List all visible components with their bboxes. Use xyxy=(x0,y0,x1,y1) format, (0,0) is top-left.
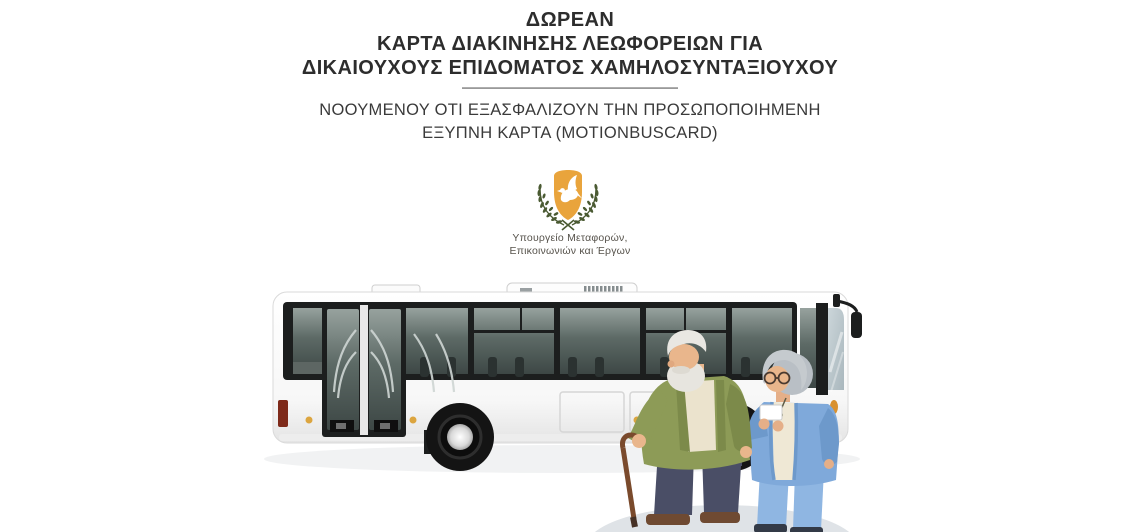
bus-tail-light xyxy=(278,400,288,427)
subtitle-line-2: ΕΞΥΠΝΗ ΚΑΡΤΑ (MOTIONBUSCARD) xyxy=(422,124,718,142)
ministry-name-line-2: Επικοινωνιών και Έργων xyxy=(509,245,631,257)
ministry-name-line-1: Υπουργείο Μεταφορών, xyxy=(512,232,628,244)
bus-card xyxy=(760,405,782,420)
title-line-3: ΔΙΚΑΙΟΥΧΟΥΣ ΕΠΙΔΟΜΑΤΟΣ ΧΑΜΗΛΟΣΥΝΤΑΞΙΟΥΧΟΥ xyxy=(301,57,839,79)
title-line-1: ΔΩΡΕΑΝ xyxy=(525,9,615,31)
woman-face xyxy=(765,366,789,392)
subtitle-line-1: ΝΟΟΥΜΕΝΟΥ ΟΤΙ ΕΞΑΣΦΑΛΙΖΟΥΝ ΤΗΝ ΠΡΟΣΩΠΟΠΟΙΗΜΕΝΗ xyxy=(319,101,821,119)
title-line-2: ΚΑΡΤΑ ΔΙΑΚΙΝΗΣΗΣ ΛΕΩΦΟΡΕΙΩΝ ΓΙΑ xyxy=(376,33,764,55)
bus-rear-wheel xyxy=(426,403,494,471)
